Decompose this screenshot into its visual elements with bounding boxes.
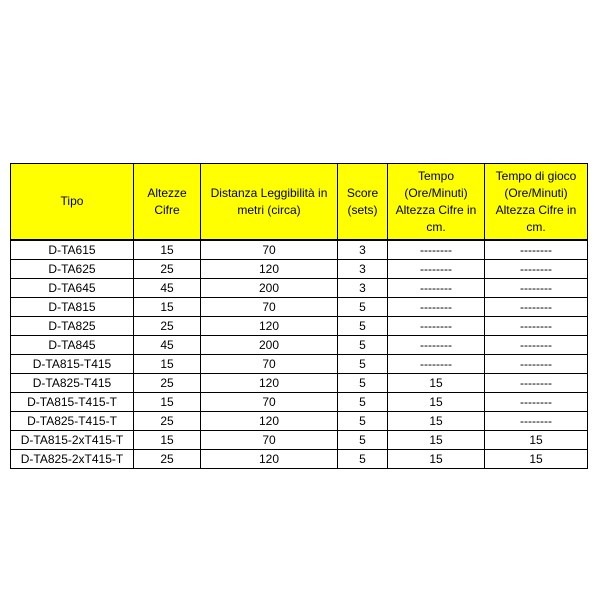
table-row — [11, 298, 588, 317]
cell-altezze-cifre: 25 — [134, 374, 201, 393]
cell-distanza: 70 — [201, 298, 338, 317]
cell-score: 5 — [338, 393, 388, 412]
cell-tipo: D-TA815-T415 — [11, 355, 134, 374]
cell-tempo-di-gioco: -------- — [485, 260, 588, 279]
table-row — [11, 317, 588, 336]
cell-score: 3 — [338, 240, 388, 260]
cell-score: 5 — [338, 336, 388, 355]
cell-distanza: 70 — [201, 431, 338, 450]
cell-tempo-di-gioco: -------- — [485, 240, 588, 260]
header-tipo: Tipo — [11, 164, 134, 241]
cell-distanza: 70 — [201, 393, 338, 412]
cell-distanza: 120 — [201, 260, 338, 279]
cell-tipo: D-TA825-2xT415-T — [11, 450, 134, 469]
cell-altezze-cifre: 15 — [134, 355, 201, 374]
cell-tempo: 15 — [388, 431, 485, 450]
cell-tempo-di-gioco: -------- — [485, 412, 588, 431]
table-row — [11, 336, 588, 355]
cell-distanza: 120 — [201, 412, 338, 431]
spec-table-container — [10, 163, 588, 469]
table-row — [11, 450, 588, 469]
cell-tempo-di-gioco: -------- — [485, 279, 588, 298]
cell-distanza: 200 — [201, 279, 338, 298]
cell-altezze-cifre: 25 — [134, 450, 201, 469]
cell-altezze-cifre: 15 — [134, 431, 201, 450]
header-tempo-di-gioco: Tempo di gioco (Ore/Minuti) Altezza Cifre in cm. — [485, 164, 588, 241]
cell-altezze-cifre: 45 — [134, 336, 201, 355]
table-row — [11, 431, 588, 450]
table-row — [11, 412, 588, 431]
cell-tempo: -------- — [388, 298, 485, 317]
cell-tipo: D-TA825-T415 — [11, 374, 134, 393]
cell-score: 5 — [338, 431, 388, 450]
cell-score: 5 — [338, 355, 388, 374]
cell-tempo: 15 — [388, 450, 485, 469]
cell-distanza: 70 — [201, 355, 338, 374]
cell-tempo: -------- — [388, 355, 485, 374]
cell-altezze-cifre: 45 — [134, 279, 201, 298]
cell-tipo: D-TA815 — [11, 298, 134, 317]
cell-tempo: 15 — [388, 393, 485, 412]
cell-tipo: D-TA645 — [11, 279, 134, 298]
cell-score: 3 — [338, 279, 388, 298]
header-altezze-cifre: Altezze Cifre — [134, 164, 201, 241]
cell-tempo: -------- — [388, 317, 485, 336]
cell-tempo-di-gioco: 15 — [485, 450, 588, 469]
cell-altezze-cifre: 15 — [134, 393, 201, 412]
cell-tempo: -------- — [388, 260, 485, 279]
cell-score: 5 — [338, 374, 388, 393]
cell-distanza: 200 — [201, 336, 338, 355]
cell-tipo: D-TA845 — [11, 336, 134, 355]
cell-score: 5 — [338, 450, 388, 469]
cell-tempo: -------- — [388, 336, 485, 355]
table-row — [11, 393, 588, 412]
cell-tempo-di-gioco: -------- — [485, 298, 588, 317]
cell-altezze-cifre: 25 — [134, 317, 201, 336]
cell-tipo: D-TA825-T415-T — [11, 412, 134, 431]
cell-score: 5 — [338, 412, 388, 431]
cell-tipo: D-TA625 — [11, 260, 134, 279]
cell-tipo: D-TA815-2xT415-T — [11, 431, 134, 450]
cell-altezze-cifre: 25 — [134, 260, 201, 279]
cell-tempo-di-gioco: -------- — [485, 393, 588, 412]
cell-tempo: 15 — [388, 374, 485, 393]
cell-tempo-di-gioco: 15 — [485, 431, 588, 450]
table-row — [11, 355, 588, 374]
cell-tipo: D-TA825 — [11, 317, 134, 336]
cell-tipo: D-TA815-T415-T — [11, 393, 134, 412]
header-row — [11, 164, 588, 241]
cell-tempo-di-gioco: -------- — [485, 374, 588, 393]
table-row — [11, 279, 588, 298]
cell-distanza: 70 — [201, 240, 338, 260]
cell-distanza: 120 — [201, 374, 338, 393]
table-header — [11, 164, 588, 241]
table-body — [11, 240, 588, 469]
header-distanza: Distanza Leggibilità in metri (circa) — [201, 164, 338, 241]
cell-score: 5 — [338, 317, 388, 336]
header-tempo: Tempo (Ore/Minuti) Altezza Cifre in cm. — [388, 164, 485, 241]
spec-table — [10, 163, 588, 469]
cell-tempo: -------- — [388, 240, 485, 260]
table-row — [11, 374, 588, 393]
cell-score: 3 — [338, 260, 388, 279]
cell-score: 5 — [338, 298, 388, 317]
table-row — [11, 240, 588, 260]
cell-tempo-di-gioco: -------- — [485, 336, 588, 355]
cell-altezze-cifre: 25 — [134, 412, 201, 431]
cell-tempo: 15 — [388, 412, 485, 431]
cell-tempo-di-gioco: -------- — [485, 317, 588, 336]
cell-altezze-cifre: 15 — [134, 298, 201, 317]
cell-tipo: D-TA615 — [11, 240, 134, 260]
table-row — [11, 260, 588, 279]
cell-distanza: 120 — [201, 317, 338, 336]
cell-altezze-cifre: 15 — [134, 240, 201, 260]
cell-tempo-di-gioco: -------- — [485, 355, 588, 374]
header-score: Score (sets) — [338, 164, 388, 241]
cell-tempo: -------- — [388, 279, 485, 298]
cell-distanza: 120 — [201, 450, 338, 469]
